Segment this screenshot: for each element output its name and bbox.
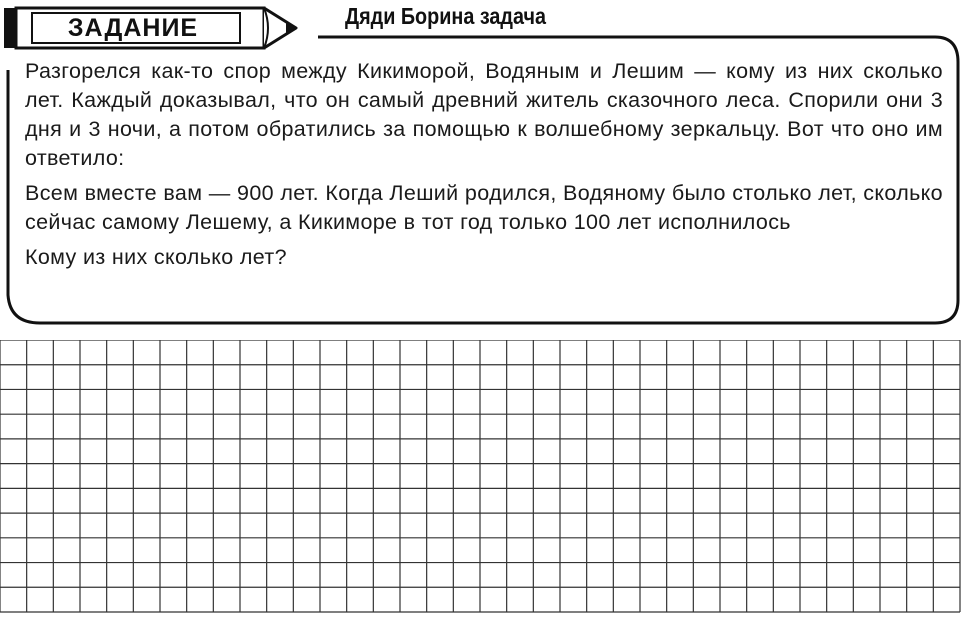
task-title: Дяди Борина задача (345, 3, 546, 29)
badge-label: ЗАДАНИЕ (67, 14, 199, 42)
task-question: Кому из них сколько лет? (25, 245, 287, 269)
task-paragraph: Всем вместе вам — 900 лет. Когда Леший родился, Водяному было столько лет, сколько сейчас самому Лешему, а Кикиморе в тот год только 100 лет исполнилось (25, 181, 943, 234)
answer-grid (0, 340, 974, 643)
task-text (25, 57, 943, 278)
task-paragraph: Разгорелся как-то спор между Кикиморой, Водяным и Лешим — кому из них сколько лет. Каждый доказывал, что он самый древний житель сказочного леса. Спорили они 3 дня и 3 ночи, а потом обратились за помощью к волшебному зеркальцу. Вот что оно им ответило: (25, 59, 943, 170)
task-badge (4, 2, 304, 52)
